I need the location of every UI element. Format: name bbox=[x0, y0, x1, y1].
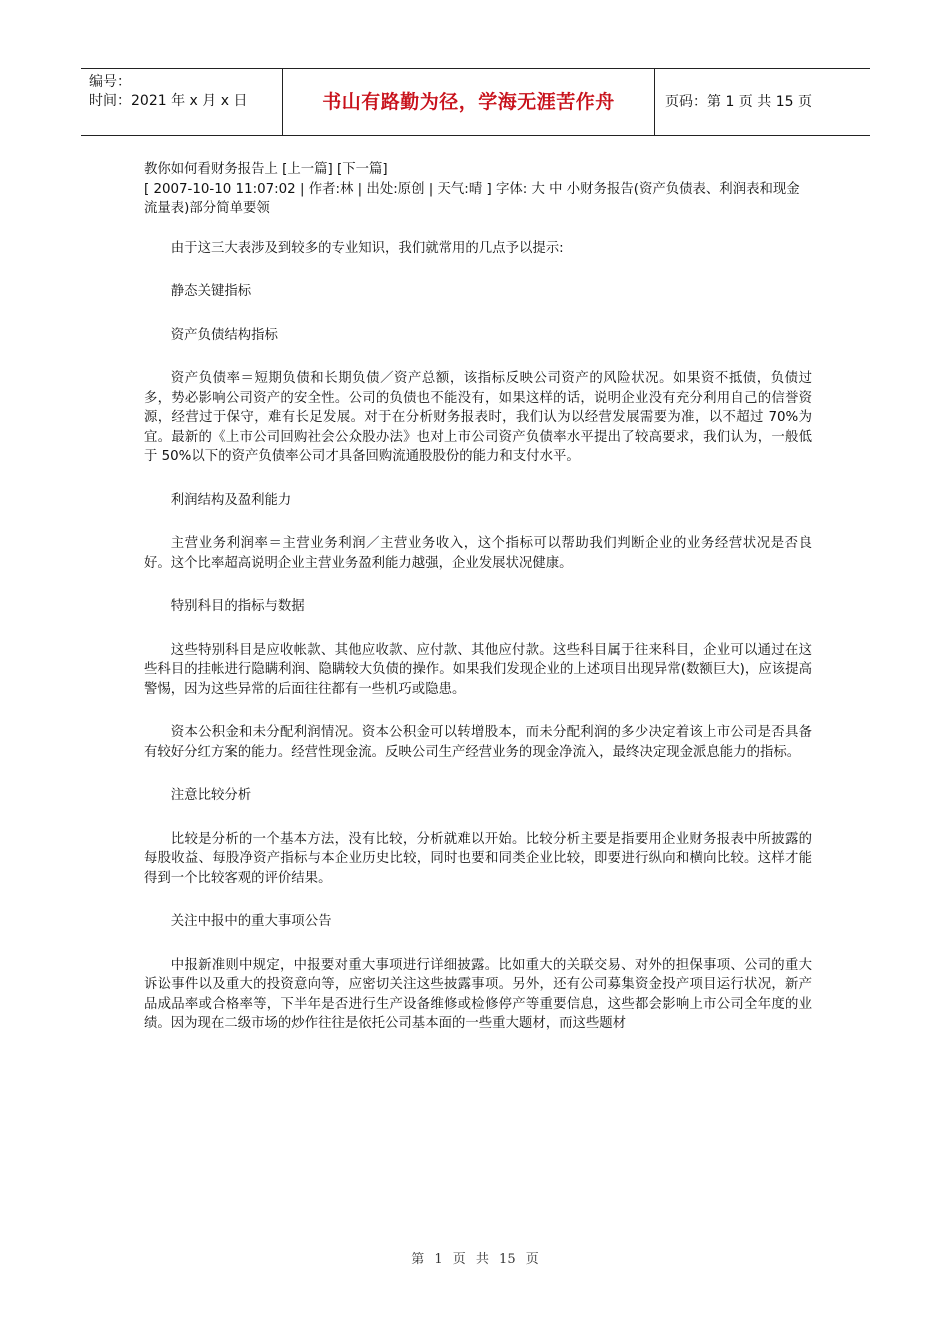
paragraph: 这些特别科目是应收帐款、其他应收款、应付款、其他应付款。这些科目属于往来科目，企业可以通过在这些科目的挂帐进行隐瞒利润、隐瞒较大负债的操作。如果我们发现企业的上述项目出现异常(数额巨大)，应该提高警惕，因为这些异常的后面往往都有一些机巧或隐患。 bbox=[144, 642, 812, 697]
paragraph: 资本公积金和未分配利润情况。资本公积金可以转增股本，而未分配利润的多少决定着该上市公司是否具备有较好分红方案的能力。经营性现金流。反映公司生产经营业务的现金净流入，最终决定现金派息能力的指标。 bbox=[144, 725, 812, 760]
header-page-number: 页码：第 1 页 共 15 页 bbox=[665, 94, 812, 110]
section-heading: 资产负债结构指标 bbox=[170, 327, 278, 343]
page-footer: 第 1 页 共 15 页 bbox=[411, 1252, 539, 1267]
section-heading: 特别科目的指标与数据 bbox=[170, 599, 305, 614]
paragraph: 由于这三大表涉及到较多的专业知识，我们就常用的几点予以提示: bbox=[170, 240, 564, 256]
section-heading: 注意比较分析 bbox=[170, 788, 252, 803]
paragraph: 资产负债率＝短期负债和长期负债／资产总额，该指标反映公司资产的风险状况。如果资不抵债，负债过多，势必影响公司资产的安全性。公司的负债也不能没有，如果这样的话，说明企业没有充分利用自己的信誉资源，经营过于保守，难有长足发展。对于在分析财务报表时，我们认为以经营发展需要为准，以不超过 70%为宜。最新的《上市公司回购社会公众股办法》也对上市公司资产负债率水平提出了较高要求，我们认为，一般低于 50%以下的资产负债率公司才具备回购流通股股份的能力和支付水平。 bbox=[144, 371, 812, 464]
paragraph: 比较是分析的一个基本方法，没有比较，分析就难以开始。比较分析主要是指要用企业财务报表中所披露的每股收益、每股净资产指标与本企业历史比较，同时也要和同类企业比较，即要进行纵向和横向比较。这样才能得到一个比较客观的评价结果。 bbox=[144, 831, 812, 886]
section-heading: 关注中报中的重大事项公告 bbox=[170, 914, 332, 929]
header-motto: 书山有路勤为径，学海无涯苦作舟 bbox=[322, 91, 615, 113]
section-heading: 静态关键指标 bbox=[170, 284, 252, 299]
paragraph: 中报新准则中规定，中报要对重大事项进行详细披露。比如重大的关联交易、对外的担保事项、公司的重大诉讼事件以及重大的投资意向等，应密切关注这些披露事项。另外，还有公司募集资金投产项目运行状况，新产品成品率或合格率等，下半年是否进行生产设备维修或检修停产等重要信息，这些都会影响上市公司全年度的业绩。因为现在二级市场的炒作往往是依托公司基本面的一些重大题材，而这些题材 bbox=[144, 957, 812, 1031]
article-title-line: 教你如何看财务报告上 [上一篇] [下一篇] bbox=[144, 162, 388, 177]
header-info bbox=[89, 73, 279, 111]
page-header bbox=[81, 68, 870, 136]
article-meta-line: [ 2007-10-10 11:07:02 | 作者:林 | 出处:原创 | 天气:晴 ] 字体: 大 中 小财务报告(资产负债表、利润表和现金流量表)部分简单要领 bbox=[144, 181, 800, 216]
paragraph: 主营业务利润率＝主营业务利润／主营业务收入，这个指标可以帮助我们判断企业的业务经营状况是否良好。这个比率超高说明企业主营业务盈利能力越强，企业发展状况健康。 bbox=[144, 536, 812, 571]
document-number-label: 编号： bbox=[89, 74, 131, 90]
document-date-label: 时间：2021 年 x 月 x 日 bbox=[89, 93, 248, 109]
section-heading: 利润结构及盈利能力 bbox=[170, 492, 292, 508]
article-body bbox=[144, 160, 812, 1034]
article-paragraphs bbox=[144, 239, 812, 1034]
header-divider bbox=[654, 69, 655, 135]
